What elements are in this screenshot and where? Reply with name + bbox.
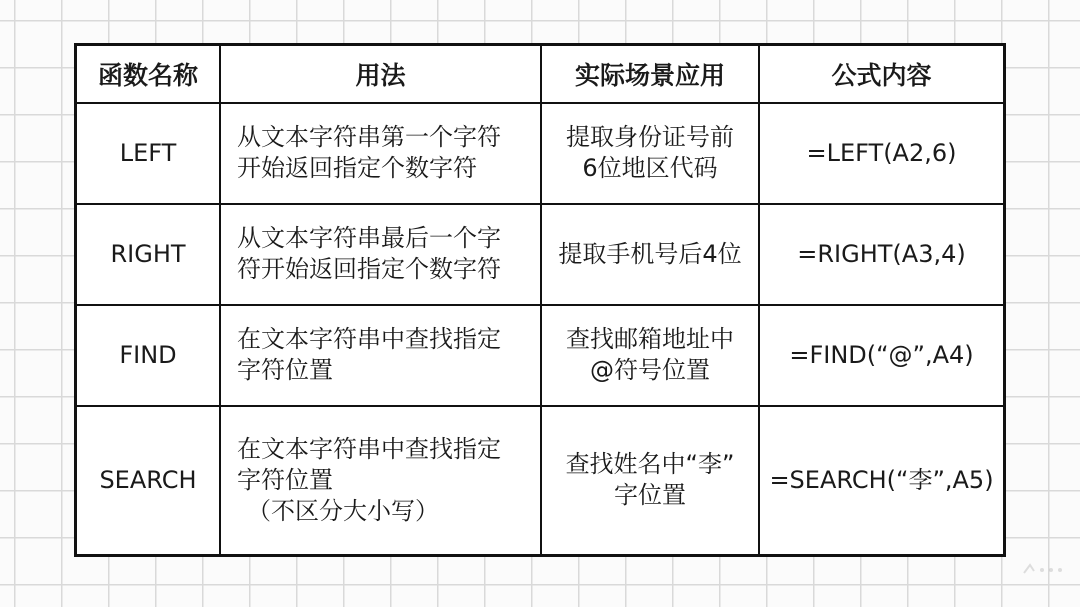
usage-line: 从文本字符串第一个字符	[237, 123, 501, 152]
scenario-line: @符号位置	[590, 356, 710, 385]
scenario-line: 提取手机号后4位	[558, 239, 742, 268]
scenario-line: 查找姓名中“李”	[565, 450, 735, 479]
table-row-left	[77, 103, 1003, 204]
usage-note: （不区分大小写）	[247, 496, 439, 525]
table-row-search	[77, 406, 1003, 554]
usage-cell	[220, 204, 541, 305]
usage-line: 在文本字符串中查找指定	[237, 325, 501, 354]
usage-line: 开始返回指定个数字符	[237, 154, 477, 183]
scenario-cell	[541, 305, 759, 406]
formula-cell: =LEFT(A2,6)	[759, 103, 1003, 204]
scenario-line: 6位地区代码	[582, 154, 718, 183]
watermark-icon	[1020, 559, 1066, 579]
table-row-right	[77, 204, 1003, 305]
formula-cell: =RIGHT(A3,4)	[759, 204, 1003, 305]
header-scenario: 实际场景应用	[541, 46, 759, 103]
function-table	[77, 46, 1003, 554]
table-header-row	[77, 46, 1003, 103]
scenario-cell	[541, 406, 759, 554]
usage-cell	[220, 103, 541, 204]
scenario-line: 提取身份证号前	[566, 123, 734, 152]
usage-line: 在文本字符串中查找指定	[237, 434, 501, 463]
scenario-line: 字位置	[614, 481, 686, 510]
header-function-name: 函数名称	[77, 46, 220, 103]
scenario-cell	[541, 103, 759, 204]
usage-line: 符开始返回指定个数字符	[237, 255, 501, 284]
usage-cell	[220, 305, 541, 406]
scenario-line: 查找邮箱地址中	[566, 325, 734, 354]
scenario-cell	[541, 204, 759, 305]
function-table-container	[74, 43, 1006, 557]
usage-line: 字符位置	[237, 356, 333, 385]
header-usage: 用法	[220, 46, 541, 103]
function-name-cell: FIND	[77, 305, 220, 406]
usage-line: 从文本字符串最后一个字	[237, 224, 501, 253]
formula-cell: =SEARCH(“李”,A5)	[759, 406, 1003, 554]
function-name-cell: SEARCH	[77, 406, 220, 554]
function-name-cell: LEFT	[77, 103, 220, 204]
function-name-cell: RIGHT	[77, 204, 220, 305]
formula-cell: =FIND(“@”,A4)	[759, 305, 1003, 406]
usage-cell	[220, 406, 541, 554]
usage-line: 字符位置	[237, 465, 333, 494]
header-formula: 公式内容	[759, 46, 1003, 103]
table-row-find	[77, 305, 1003, 406]
